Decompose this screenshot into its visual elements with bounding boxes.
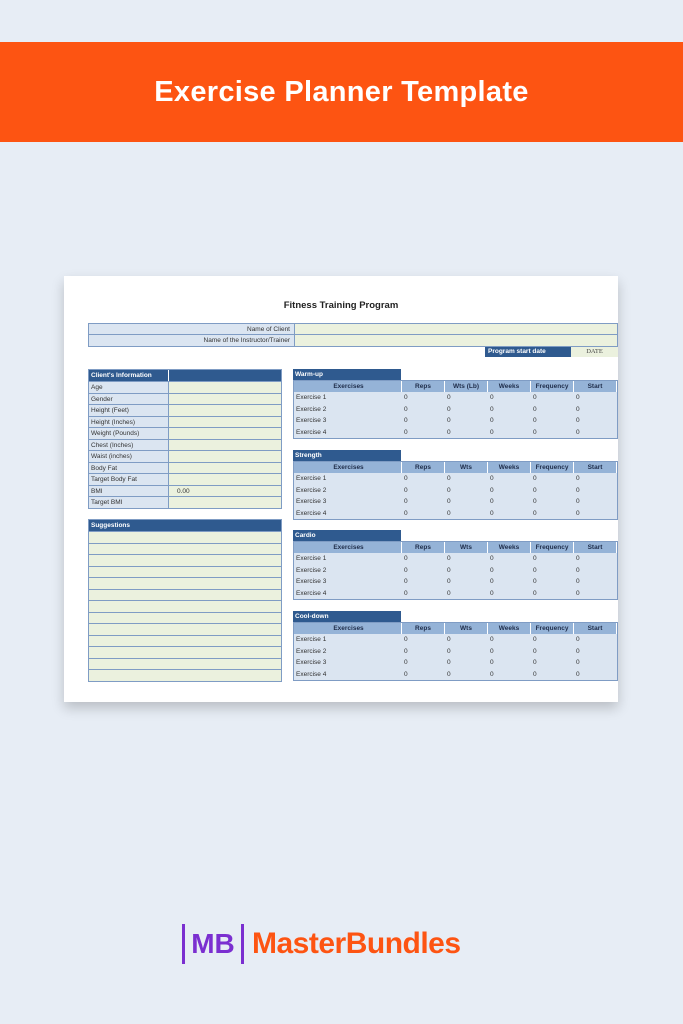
table-cell[interactable]: 0 [490, 578, 494, 585]
table-cell[interactable]: 0 [447, 589, 451, 597]
table-cell[interactable]: 0 [447, 555, 451, 562]
table-cell[interactable]: 0 [490, 555, 494, 562]
table-cell[interactable]: 0 [447, 428, 451, 436]
trainer-name-field[interactable] [295, 335, 617, 346]
table-cell: Exercise 1 [296, 555, 327, 562]
table-cell[interactable]: 0 [576, 578, 580, 585]
table-cell[interactable]: 0 [576, 405, 580, 413]
table-cell[interactable]: 0 [533, 578, 537, 585]
suggestion-row[interactable] [89, 600, 281, 612]
table-cell[interactable]: 0 [404, 589, 408, 597]
spreadsheet-preview [64, 276, 618, 702]
section-label: Strength [293, 450, 401, 461]
table-header [294, 542, 617, 553]
table-header [294, 462, 617, 473]
client-info-value[interactable] [169, 428, 281, 439]
suggestion-row[interactable] [89, 658, 281, 670]
trainer-name-label: Name of the Instructor/Trainer [89, 335, 295, 346]
client-info-value[interactable] [169, 382, 281, 393]
section-cool-down [293, 611, 618, 681]
table-cell[interactable]: 0 [404, 498, 408, 505]
column-header: Wts [445, 462, 488, 473]
section-strength [293, 450, 618, 520]
table-cell[interactable]: 0 [533, 428, 537, 436]
table-cell[interactable]: 0 [533, 405, 537, 413]
table-cell[interactable]: 0 [404, 486, 408, 494]
table-row [294, 553, 617, 565]
table-cell[interactable]: 0 [404, 417, 408, 424]
table-cell[interactable]: 0 [490, 647, 494, 655]
section-cardio [293, 530, 618, 600]
client-info-row [89, 439, 281, 451]
table-cell: Exercise 4 [296, 589, 327, 597]
column-header: Wts [445, 542, 488, 553]
column-header: Weeks [488, 462, 531, 473]
table-row [294, 588, 617, 600]
column-header: Frequency [531, 542, 574, 553]
client-info-row [89, 473, 281, 485]
suggestion-row[interactable] [89, 554, 281, 566]
client-info-row [89, 381, 281, 393]
client-info-row [89, 416, 281, 428]
table-cell[interactable]: 0 [404, 509, 408, 517]
table-row [294, 392, 617, 404]
client-info-row [89, 496, 281, 508]
client-info-value[interactable] [169, 405, 281, 416]
column-header: Wts [445, 623, 488, 634]
column-header: Reps [402, 462, 445, 473]
table-cell[interactable]: 0 [533, 647, 537, 655]
suggestion-row[interactable] [89, 577, 281, 589]
table-cell[interactable]: 0 [576, 509, 580, 517]
table-cell[interactable]: 0 [404, 555, 408, 562]
client-info-label: Gender [89, 394, 169, 405]
table-cell[interactable]: 0 [533, 636, 537, 643]
client-info-label: Target Body Fat [89, 474, 169, 485]
table-cell[interactable]: 0 [447, 647, 451, 655]
program-start-label: Program start date [485, 347, 571, 357]
client-info-header: Client's Information [89, 370, 169, 381]
column-header: Frequency [531, 381, 574, 392]
table-cell[interactable]: 0 [447, 475, 451, 482]
client-info-label: Height (Inches) [89, 417, 169, 428]
column-header: Reps [402, 623, 445, 634]
table-cell[interactable]: 0 [404, 394, 408, 401]
table-cell: Exercise 2 [296, 405, 327, 413]
table-cell[interactable]: 0 [533, 509, 537, 517]
table-cell[interactable]: 0 [490, 498, 494, 505]
table-cell[interactable]: 0 [576, 589, 580, 597]
table-cell: Exercise 3 [296, 659, 327, 666]
table-cell[interactable]: 0 [533, 417, 537, 424]
suggestion-row[interactable] [89, 531, 281, 543]
client-info-row [89, 427, 281, 439]
table-cell[interactable]: 0 [490, 475, 494, 482]
table-cell: Exercise 4 [296, 428, 327, 436]
table-cell[interactable]: 0 [576, 659, 580, 666]
client-info-table [88, 369, 282, 509]
table-cell[interactable]: 0 [447, 659, 451, 666]
table-row [294, 473, 617, 485]
client-info-label: Chest (Inches) [89, 440, 169, 451]
client-info-row [89, 485, 281, 497]
logo-mark: MB [182, 924, 244, 964]
suggestion-row[interactable] [89, 612, 281, 624]
suggestion-row[interactable] [89, 589, 281, 601]
table-cell[interactable]: 0 [490, 636, 494, 643]
table-cell[interactable]: 0 [576, 555, 580, 562]
table-cell[interactable]: 0 [533, 670, 537, 678]
table-cell: Exercise 2 [296, 486, 327, 494]
table-cell[interactable]: 0 [533, 475, 537, 482]
suggestion-row[interactable] [89, 543, 281, 555]
table-cell[interactable]: 0 [576, 566, 580, 574]
column-header: Weeks [488, 623, 531, 634]
table-cell[interactable]: 0 [533, 589, 537, 597]
table-cell[interactable]: 0 [447, 405, 451, 413]
client-info-row [89, 462, 281, 474]
column-header: Exercises [294, 542, 402, 553]
client-info-value[interactable] [169, 451, 281, 462]
program-start-field[interactable]: DATE [571, 347, 618, 357]
table-cell[interactable]: 0 [533, 394, 537, 401]
client-info-label: Age [89, 382, 169, 393]
table-row [294, 646, 617, 658]
client-info-value[interactable] [169, 417, 281, 428]
column-header: Start [574, 462, 617, 473]
table-cell[interactable]: 0 [576, 475, 580, 482]
suggestions-table [88, 519, 282, 682]
table-cell: Exercise 2 [296, 647, 327, 655]
table-cell[interactable]: 0 [576, 498, 580, 505]
table-row [294, 669, 617, 681]
column-header: Reps [402, 381, 445, 392]
exercise-table [293, 541, 618, 600]
column-header: Exercises [294, 381, 402, 392]
table-cell[interactable]: 0 [576, 394, 580, 401]
table-cell[interactable]: 0 [447, 566, 451, 574]
masterbundles-logo [182, 924, 461, 964]
table-header [294, 623, 617, 634]
table-cell[interactable]: 0 [404, 670, 408, 678]
suggestions-header: Suggestions [89, 520, 281, 531]
table-cell[interactable]: 0 [447, 394, 451, 401]
client-name-label: Name of Client [89, 324, 295, 334]
section-label: Cardio [293, 530, 401, 541]
table-row [294, 576, 617, 588]
table-cell: Exercise 3 [296, 417, 327, 424]
client-info-label: Waist (inches) [89, 451, 169, 462]
table-cell[interactable]: 0 [490, 670, 494, 678]
table-row [294, 415, 617, 427]
table-cell[interactable]: 0 [533, 555, 537, 562]
table-cell[interactable]: 0 [533, 498, 537, 505]
table-cell[interactable]: 0 [447, 486, 451, 494]
table-cell[interactable]: 0 [490, 589, 494, 597]
page-title: Exercise Planner Template [154, 75, 529, 108]
table-cell[interactable]: 0 [447, 670, 451, 678]
column-header: Start [574, 381, 617, 392]
table-row [294, 485, 617, 497]
table-cell[interactable]: 0 [490, 566, 494, 574]
table-cell[interactable]: 0 [490, 405, 494, 413]
client-info-value[interactable] [169, 394, 281, 405]
table-cell[interactable]: 0 [576, 670, 580, 678]
suggestion-row[interactable] [89, 646, 281, 658]
table-cell: Exercise 3 [296, 498, 327, 505]
program-start-date [485, 347, 618, 357]
table-cell[interactable]: 0 [533, 486, 537, 494]
sheet-title: Fitness Training Program [283, 300, 399, 311]
table-cell[interactable]: 0 [490, 428, 494, 436]
table-cell[interactable]: 0 [576, 428, 580, 436]
table-row [294, 508, 617, 520]
client-info-value[interactable] [169, 474, 281, 485]
table-cell[interactable]: 0 [404, 566, 408, 574]
table-cell[interactable]: 0 [447, 509, 451, 517]
client-info-label: BMI [89, 486, 169, 497]
section-label: Cool-down [293, 611, 401, 622]
column-header: Exercises [294, 462, 402, 473]
table-cell[interactable]: 0 [490, 486, 494, 494]
client-info-value[interactable] [169, 440, 281, 451]
exercise-table [293, 622, 618, 681]
table-cell[interactable]: 0 [533, 659, 537, 666]
section-label: Warm-up [293, 369, 401, 380]
client-info-label: Height (Feet) [89, 405, 169, 416]
client-info-label: Body Fat [89, 463, 169, 474]
column-header: Wts (Lb) [445, 381, 488, 392]
table-cell[interactable]: 0 [447, 417, 451, 424]
table-header [294, 381, 617, 392]
table-cell[interactable]: 0 [533, 566, 537, 574]
column-header: Reps [402, 542, 445, 553]
suggestion-row[interactable] [89, 623, 281, 635]
column-header: Frequency [531, 462, 574, 473]
suggestion-row[interactable] [89, 566, 281, 578]
table-cell: Exercise 4 [296, 670, 327, 678]
client-info-label: Target BMI [89, 497, 169, 508]
table-cell[interactable]: 0 [404, 659, 408, 666]
table-cell[interactable]: 0 [404, 405, 408, 413]
table-cell: Exercise 1 [296, 394, 327, 401]
column-header: Weeks [488, 542, 531, 553]
table-cell[interactable]: 0 [576, 636, 580, 643]
client-info-row [89, 393, 281, 405]
client-info-row [89, 450, 281, 462]
table-cell[interactable]: 0 [490, 509, 494, 517]
table-cell: Exercise 2 [296, 566, 327, 574]
table-cell[interactable]: 0 [404, 428, 408, 436]
exercise-table [293, 461, 618, 520]
suggestion-row[interactable] [89, 635, 281, 647]
column-header: Exercises [294, 623, 402, 634]
table-row [294, 657, 617, 669]
table-cell[interactable]: 0 [490, 394, 494, 401]
table-cell[interactable]: 0 [576, 417, 580, 424]
name-fields [88, 323, 618, 347]
column-header: Start [574, 623, 617, 634]
table-cell[interactable]: 0 [490, 659, 494, 666]
table-row [294, 404, 617, 416]
table-cell[interactable]: 0 [576, 647, 580, 655]
suggestion-row[interactable] [89, 669, 281, 681]
table-cell[interactable]: 0 [447, 636, 451, 643]
client-info-row [89, 404, 281, 416]
section-warm-up [293, 369, 618, 439]
table-row [294, 565, 617, 577]
table-cell[interactable]: 0 [490, 417, 494, 424]
table-cell: Exercise 3 [296, 578, 327, 585]
client-info-value[interactable]: 0.00 [169, 486, 281, 497]
column-header: Start [574, 542, 617, 553]
table-cell[interactable]: 0 [447, 578, 451, 585]
column-header: Weeks [488, 381, 531, 392]
table-cell[interactable]: 0 [447, 498, 451, 505]
column-header: Frequency [531, 623, 574, 634]
exercise-table [293, 380, 618, 439]
table-row [294, 634, 617, 646]
client-info-value[interactable] [169, 463, 281, 474]
table-cell[interactable]: 0 [404, 647, 408, 655]
table-cell[interactable]: 0 [404, 578, 408, 585]
table-cell: Exercise 1 [296, 636, 327, 643]
client-info-label: Weight (Pounds) [89, 428, 169, 439]
logo-text: MasterBundles [252, 927, 461, 960]
table-cell: Exercise 4 [296, 509, 327, 517]
client-name-field[interactable] [295, 324, 617, 334]
header-banner [0, 42, 683, 142]
table-cell[interactable]: 0 [404, 475, 408, 482]
table-cell[interactable]: 0 [576, 486, 580, 494]
table-cell: Exercise 1 [296, 475, 327, 482]
table-cell[interactable]: 0 [404, 636, 408, 643]
table-row [294, 427, 617, 439]
client-info-value[interactable] [169, 497, 281, 508]
table-row [294, 496, 617, 508]
